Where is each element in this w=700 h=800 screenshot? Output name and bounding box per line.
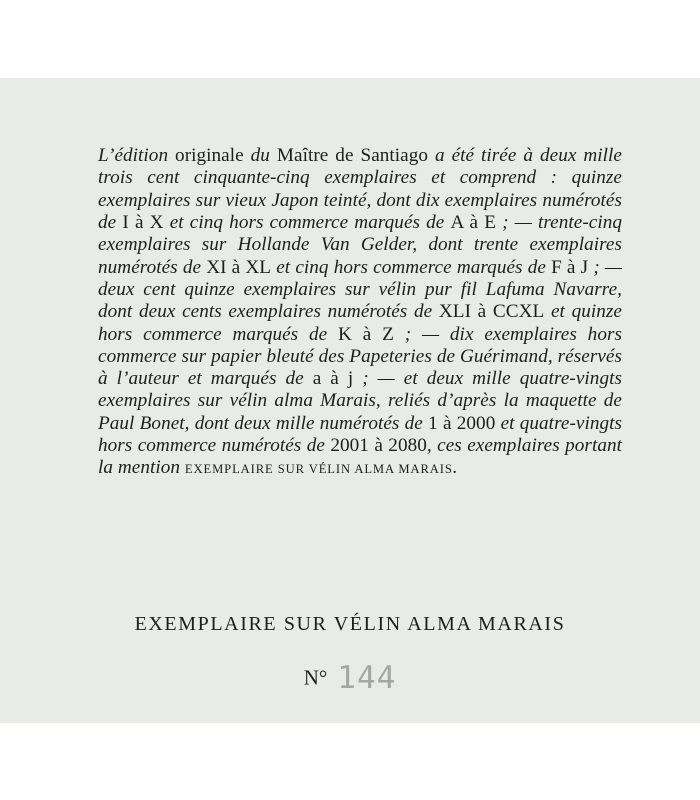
book-page — [0, 78, 700, 723]
numbering-range: 2001 à 2080 — [330, 435, 427, 457]
colophon-text: et quinze hors commerce marqués de — [98, 301, 622, 345]
colophon-text: L’édition — [98, 145, 176, 167]
colophon-text: ; — trente-cinq exemplaires sur Hollande Van Gelder, dont trente exemplaires numérotés de — [98, 212, 622, 278]
book-title: Maître de Santiago — [276, 145, 429, 167]
colophon-text: ; — et deux mille quatre-vingts exemplaires sur vélin alma Marais, reliés d’après la maquette de Paul Bonet, dont deux mille numérotés de — [98, 368, 622, 434]
edition-heading: EXEMPLAIRE SUR VÉLIN ALMA MARAIS — [134, 613, 566, 635]
numbering-range: a à j — [312, 368, 354, 390]
numbering-range: I à X — [122, 212, 164, 234]
numbering-range: XI à XL — [206, 256, 272, 278]
colophon-text: et quatre-vingts hors commerce numérotés de — [98, 412, 623, 457]
numbering-range: XLI à CCXL — [438, 301, 545, 323]
numbering-range: 1 à 2000 — [428, 412, 496, 434]
colophon-text: et cinq hors commerce marqués de — [163, 212, 451, 234]
colophon-text: , ces exemplaires portant la mention — [98, 435, 622, 479]
colophon-text: du — [243, 145, 277, 167]
colophon-text: originale — [175, 145, 244, 167]
numbering-range: A à E — [450, 212, 496, 234]
colophon-text: . — [452, 457, 458, 479]
colophon-text: ; — deux cent quinze exemplaires sur vélin pur fil Lafuma Navarre, dont deux cents exemplaires numérotés de — [98, 256, 623, 323]
numbering-range: K à Z — [338, 323, 394, 345]
copy-number — [0, 660, 700, 696]
edition-mention: EXEMPLAIRE SUR VÉLIN ALMA MARAIS — [184, 462, 453, 477]
colophon-text: et cinq hors commerce marqués de — [271, 256, 552, 278]
colophon-text: ; — dix exemplaires hors commerce sur papier bleuté des Papeteries de Guérimand, réservés à l’auteur et marqués de — [98, 323, 622, 390]
numbering-range: F à J — [551, 256, 589, 278]
stamped-copy-number: 144 — [337, 660, 397, 696]
colophon-text: a été tirée à deux mille trois cent cinquante-cinq exemplaires et comprend : quinze exemplaires sur vieux Japon teinté, dont dix exemplaires numérotés de — [98, 145, 622, 234]
number-label: N° — [303, 665, 328, 690]
colophon-paragraph — [98, 145, 622, 480]
